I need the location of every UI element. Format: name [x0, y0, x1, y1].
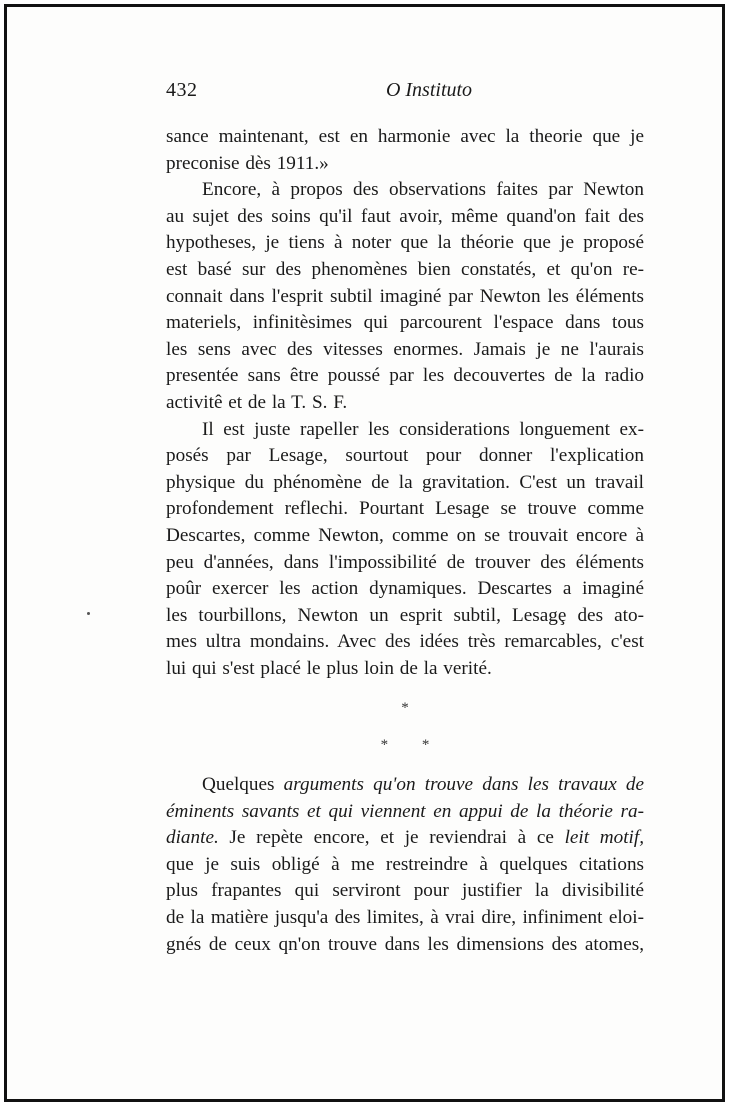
- text-line: Encore, à propos des observations faites par Newton: [202, 179, 644, 201]
- italic-run: arguments qu'on trouve dans les travaux de: [283, 774, 645, 795]
- page-number: 432: [166, 79, 198, 101]
- text-line: presentée sans être poussé par les decouvertes de la radio: [166, 365, 644, 387]
- text-line: profondement reflechi. Pourtant Lesage se trouve comme: [166, 498, 644, 520]
- running-head: O Instituto: [385, 79, 473, 101]
- text-line: hypotheses, je tiens à noter que la théorie que je proposé: [166, 232, 644, 254]
- text-line: plus frapantes qui serviront pour justifier la divisibilité: [166, 880, 644, 902]
- text-block-2: [166, 772, 644, 958]
- text-line: de la matière jusqu'a des limites, à vrai dire, infiniment eloi-: [166, 906, 644, 928]
- text-line: sance maintenant, est en harmonie avec la theorie que je: [166, 126, 644, 147]
- text-line: éminents savants et qui viennent en appui de la théorie ra-: [166, 800, 644, 822]
- italic-run: diante.: [166, 827, 219, 849]
- section-asterism-top: *: [401, 700, 409, 716]
- text-line: au sujet des soins qu'il faut avoir, même quand'on fait des: [166, 205, 644, 227]
- text-line: poûr exercer les action dynamiques. Descartes a imaginé: [166, 578, 644, 600]
- text-line: activitê et de la T. S. F.: [166, 391, 348, 413]
- text-line: Il est juste rapeller les considerations longuement ex-: [202, 418, 644, 440]
- text-line: est basé sur des phenomènes bien constatés, et qu'on re-: [166, 258, 644, 280]
- text-run: Je repète encore, et je reviendrai à ce: [218, 827, 565, 849]
- text-line: posés par Lesage, sourtout pour donner l'explication: [166, 445, 644, 467]
- text-run: Quelques: [202, 774, 284, 795]
- italic-run: leit motif,: [564, 827, 644, 849]
- page-header: [166, 79, 644, 105]
- print-speck: [87, 612, 90, 615]
- text-line: les sens avec des vitesses enormes. Jamais je ne l'aurais: [166, 338, 644, 360]
- text-line: materiels, infinitèsimes qui parcourent l'espace dans tous: [166, 312, 644, 334]
- text-line: preconise dès 1911.»: [166, 152, 329, 174]
- text-block-1: [166, 124, 644, 682]
- text-line: connait dans l'esprit subtil imaginé par Newton les éléments: [166, 285, 644, 307]
- text-line: que je suis obligé à me restreindre à quelques citations: [166, 853, 644, 875]
- text-line: physique du phénomène de la gravitation. C'est un travail: [166, 471, 644, 493]
- text-line: lui qui s'est placé le plus loin de la verité.: [166, 657, 492, 679]
- text-line: mes ultra mondains. Avec des idées très remarcables, c'est: [166, 631, 644, 653]
- section-asterism-bottom: * *: [380, 737, 430, 753]
- text-line: gnés de ceux qn'on trouve dans les dimensions des atomes,: [166, 933, 644, 955]
- text-line: [166, 825, 644, 852]
- text-line: les tourbillons, Newton un esprit subtil, Lesagȩ des ato-: [166, 604, 644, 626]
- text-line: peu d'années, dans l'impossibilité de trouver des éléments: [166, 551, 644, 573]
- text-line: [166, 772, 644, 799]
- text-line: Descartes, comme Newton, comme on se trouvait encore à: [166, 524, 644, 546]
